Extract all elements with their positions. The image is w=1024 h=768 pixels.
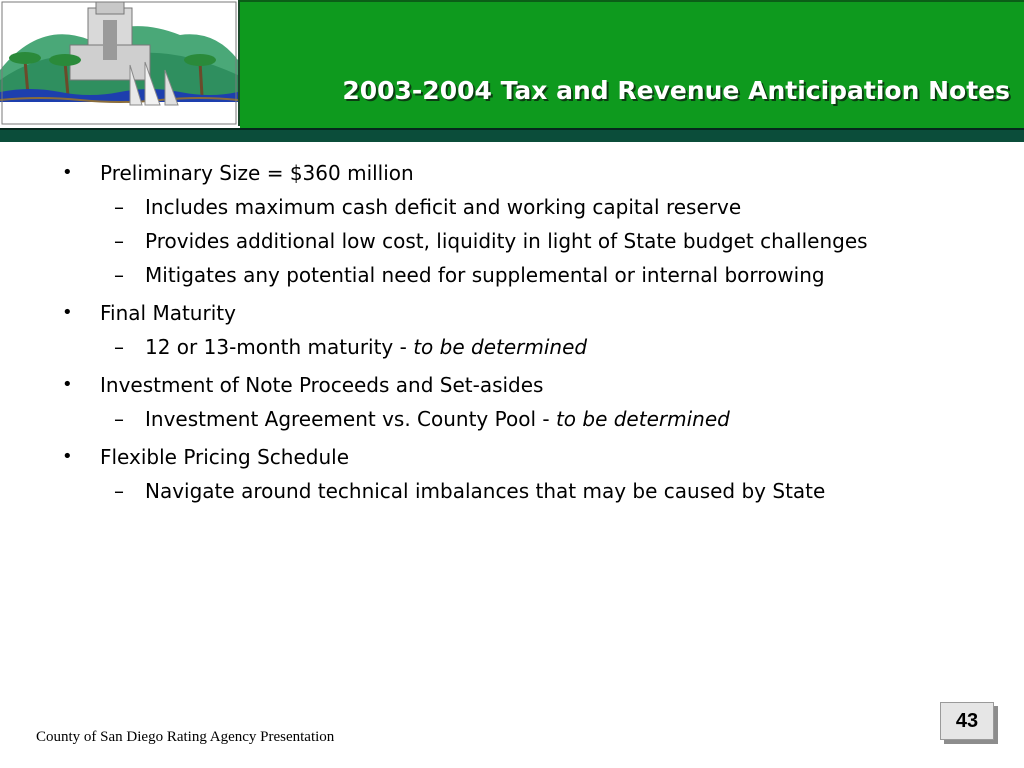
sub-bullet-text: 12 or 13-month maturity - bbox=[145, 335, 414, 359]
bullet-text: Preliminary Size = $360 million bbox=[100, 161, 414, 185]
title-bar bbox=[240, 0, 1024, 128]
slide-header bbox=[0, 0, 1024, 128]
slide-title: 2003-2004 Tax and Revenue Anticipation Notes bbox=[342, 76, 1010, 105]
bullet-icon: • bbox=[62, 446, 73, 467]
sub-bullet-item bbox=[0, 330, 1024, 364]
bullet-text: Final Maturity bbox=[100, 301, 236, 325]
sub-bullet-item bbox=[0, 474, 1024, 508]
bullet-item bbox=[0, 156, 1024, 190]
dash-icon: – bbox=[114, 479, 124, 503]
sub-bullet-emphasis: to be determined bbox=[555, 407, 730, 431]
bullet-icon: • bbox=[62, 374, 73, 395]
bullet-text: Investment of Note Proceeds and Set-asides bbox=[100, 373, 544, 397]
bullet-group bbox=[0, 296, 1024, 364]
header-rule bbox=[0, 128, 1024, 142]
sub-bullet-text: Investment Agreement vs. County Pool - bbox=[145, 407, 556, 431]
bullet-item bbox=[0, 296, 1024, 330]
sub-bullet-item bbox=[0, 402, 1024, 436]
bullet-text: Flexible Pricing Schedule bbox=[100, 445, 349, 469]
bullet-item bbox=[0, 368, 1024, 402]
bullet-group bbox=[0, 156, 1024, 292]
dash-icon: – bbox=[114, 263, 124, 287]
dash-icon: – bbox=[114, 407, 124, 431]
sub-bullet-item bbox=[0, 224, 1024, 258]
logo bbox=[0, 0, 240, 126]
dash-icon: – bbox=[114, 195, 124, 219]
county-seal-logo-icon bbox=[0, 0, 238, 126]
bullet-group bbox=[0, 368, 1024, 436]
bullet-group bbox=[0, 440, 1024, 508]
dash-icon: – bbox=[114, 229, 124, 253]
sub-bullet-text: Navigate around technical imbalances that may be caused by State bbox=[145, 479, 826, 503]
bullet-icon: • bbox=[62, 302, 73, 323]
dash-icon: – bbox=[114, 335, 124, 359]
sub-bullet-item bbox=[0, 258, 1024, 292]
footer-text: County of San Diego Rating Agency Presentation bbox=[36, 729, 335, 745]
slide-body bbox=[0, 152, 1024, 508]
sub-bullet-text: Provides additional low cost, liquidity in light of State budget challenges bbox=[145, 229, 868, 253]
sub-bullet-item bbox=[0, 190, 1024, 224]
bullet-icon: • bbox=[62, 162, 73, 183]
sub-bullet-text: Mitigates any potential need for supplemental or internal borrowing bbox=[145, 263, 825, 287]
bullet-item bbox=[0, 440, 1024, 474]
sub-bullet-emphasis: to be determined bbox=[413, 335, 588, 359]
sub-bullet-text: Includes maximum cash deficit and working capital reserve bbox=[145, 195, 742, 219]
page-number: 43 bbox=[940, 702, 994, 740]
